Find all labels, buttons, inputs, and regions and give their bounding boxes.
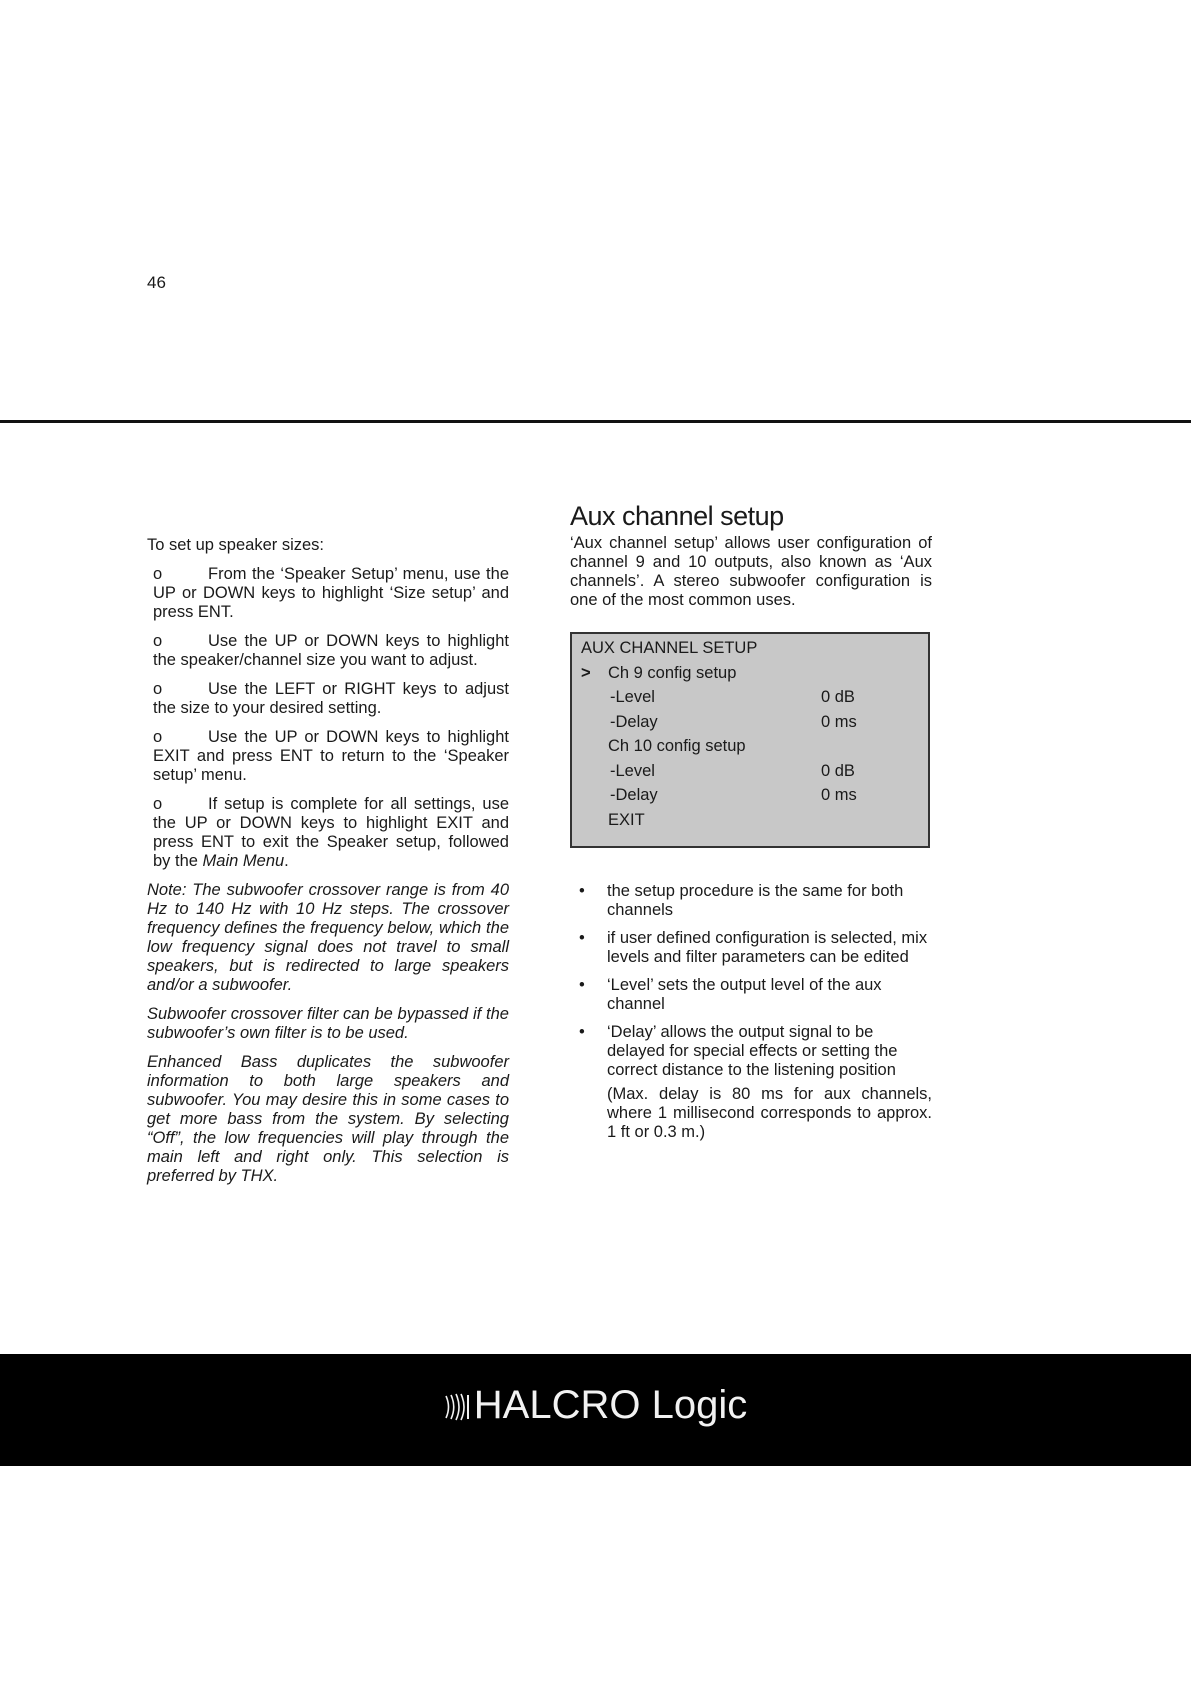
crossover-note: Note: The subwoofer crossover range is from 40 Hz to 140 Hz with 10 Hz steps. The crossover frequency defines the frequency below, which the low frequency signal does not travel to small speakers, but is redirected to large speakers and/or a subwoofer. <box>147 881 509 994</box>
step-item: o From the ‘Speaker Setup’ menu, use the UP or DOWN keys to highlight ‘Size setup’ and press ENT. <box>153 565 509 621</box>
footer-band <box>0 1354 1191 1466</box>
bullet-dot-icon: • <box>579 1023 585 1041</box>
step-item: o Use the LEFT or RIGHT keys to adjust the size to your desired setting. <box>153 680 509 717</box>
aux-notes-list <box>570 882 932 1080</box>
menu-value: 0 dB <box>821 688 855 706</box>
bullet-dot-icon: • <box>579 882 585 900</box>
bullet-dot-icon: • <box>579 976 585 994</box>
page-number: 46 <box>147 273 166 292</box>
halcro-wave-logo-icon <box>444 1392 472 1422</box>
header-divider <box>0 420 1191 423</box>
menu-item-ch9-delay: -Delay 0 ms <box>572 710 928 735</box>
list-item: • ‘Delay’ allows the output signal to be delayed for special effects or setting the correct distance to the listening position <box>579 1023 898 1079</box>
list-item: • if user defined configuration is selected, mix levels and filter parameters can be edited <box>579 929 928 966</box>
section-title: Aux channel setup <box>570 501 784 531</box>
display-title: AUX CHANNEL SETUP <box>581 639 758 657</box>
list-item: • ‘Level’ sets the output level of the aux channel <box>579 976 882 1013</box>
aux-channel-setup-display <box>570 632 930 848</box>
bullet-dot-icon: • <box>579 929 585 947</box>
menu-item-ch10-level: -Level 0 dB <box>572 759 928 784</box>
menu-value: 0 ms <box>821 786 857 804</box>
bypass-note: Subwoofer crossover filter can be bypassed if the subwoofer’s own filter is to be used. <box>147 1005 509 1042</box>
menu-item-ch9-config: > Ch 9 config setup <box>572 661 928 686</box>
speaker-size-intro: To set up speaker sizes: <box>147 536 325 554</box>
menu-value: 0 ms <box>821 712 857 731</box>
delay-note: (Max. delay is 80 ms for aux channels, where 1 millisecond corresponds to approx. 1 ft or 0.3 m.) <box>607 1085 932 1141</box>
cursor-arrow-icon: > <box>581 663 591 682</box>
menu-item-ch9-level: -Level 0 dB <box>572 685 928 710</box>
step-item: o If setup is complete for all settings, use the UP or DOWN keys to highlight EXIT and press ENT to exit the Speaker setup, followed by the Main Menu. <box>153 795 509 870</box>
menu-value: 0 dB <box>821 761 855 780</box>
step-item: o Use the UP or DOWN keys to highlight EXIT and press ENT to return to the ‘Speaker setup’ menu. <box>153 728 509 784</box>
step-item: o Use the UP or DOWN keys to highlight the speaker/channel size you want to adjust. <box>153 632 509 669</box>
section-intro: ‘Aux channel setup’ allows user configuration of channel 9 and 10 outputs, also known as ‘Aux channels’. A stereo subwoofer configuration is one of the most common uses. <box>570 534 932 609</box>
menu-item-ch10-delay: -Delay 0 ms <box>572 783 928 808</box>
aux-channel-column <box>570 500 932 1142</box>
brand-name: HALCRO Logic <box>473 1383 748 1427</box>
menu-item-ch10-config: Ch 10 config setup <box>608 737 746 755</box>
brand-logo <box>0 1380 1191 1430</box>
enhanced-bass-note: Enhanced Bass duplicates the subwoofer information to both large speakers and subwoofer. You may desire this in some cases to get more bass from the system. By selecting “Off”, the low frequencies will play through the main left and right only. This selection is preferred by THX. <box>147 1053 509 1185</box>
speaker-size-column <box>147 536 509 1196</box>
menu-item-exit: EXIT <box>608 810 645 829</box>
list-item: • the setup procedure is the same for both channels <box>579 882 904 919</box>
